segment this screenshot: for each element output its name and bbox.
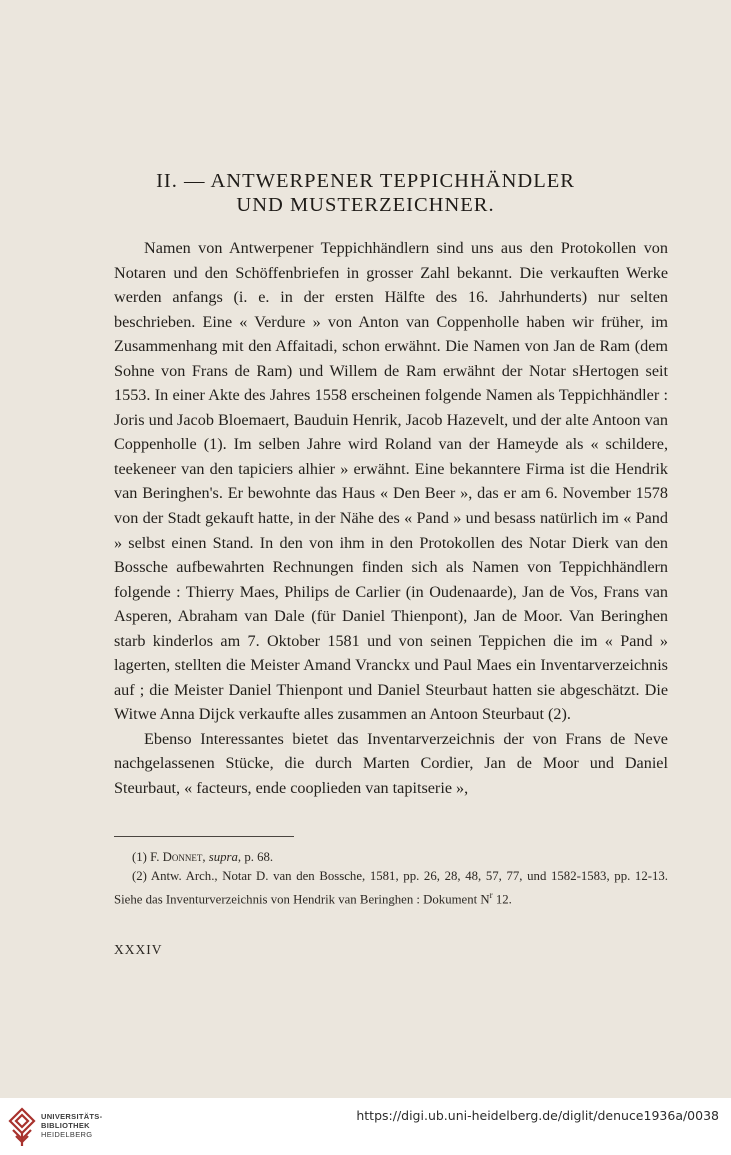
footnote-2: [114, 867, 668, 909]
body-text: [114, 236, 668, 801]
chapter-heading-line-2: UND MUSTERZEICHNER.: [236, 194, 495, 216]
footnote-2-end: 12.: [492, 892, 512, 907]
library-line-3: HEIDELBERG: [41, 1130, 93, 1139]
paragraph: Namen von Antwerpener Teppichhändlern sind uns aus den Protokollen von Notaren und den Schöffenbriefen in grosser Zahl bekannt. Die verkauften Werke werden anfangs (i. e. in der ersten Hälfte des 16. Jahrhunderts) nur selten beschrieben. Eine « Verdure » von Anton van Coppenholle haben wir früher, im Zusammenhang mit den Affaitadi, schon erwähnt. Die Namen von Jan de Ram (dem Sohne von Frans de Ram) und Willem de Ram erwähnt der Notar sHertogen seit 1553. In einer Akte des Jahres 1558 erscheinen folgende Namen als Teppichhändler : Joris und Jacob Bloemaert, Bauduin Henrik, Jacob Hazevelt, und der alte Antoon van Coppenholle (1). Im selben Jahre wird Roland van der Hameyde als « schildere, teekeneer van den tapiciers alhier » erwähnt. Eine bekanntere Firma ist die Hendrik van Beringhen's. Er bewohnte das Haus « Den Beer », das er am 6. November 1578 von der Stadt gekauft hatte, in der Nähe des « Pand » und besass natürlich im « Pand » selbst einen Stand. In den von ihm in den Protokollen des Notar Dierk van den Bossche aufbewahrten Rechnungen finden sich als Namen von Teppichhändlern folgende : Thierry Maes, Philips de Carlier (in Oudenaarde), Jan de Vos, Frans van Asperen, Abraham van Dale (für Daniel Thienpont), Jan de Moor. Van Beringhen starb kinderlos am 7. Oktober 1581 und von seinen Teppichen die im « Pand » lagerten, stellten die Meister Amand Vranckx und Paul Maes ein Inventarverzeichnis auf ; die Meister Daniel Thienpont und Daniel Steurbaut hatten sie abgeschätzt. Die Witwe Anna Dijck verkaufte alles zusammen an Antoon Steurbaut (2).: [114, 239, 668, 724]
footnote-1-suffix: , p. 68.: [237, 850, 274, 864]
page-number: XXXIV: [114, 942, 163, 957]
university-library-logo-icon: [7, 1106, 37, 1148]
chapter-heading-line-1: II. — ANTWERPENER TEPPICHHÄNDLER: [156, 170, 575, 192]
footnotes: [114, 848, 668, 909]
paragraph: Ebenso Interessantes bietet das Inventarverzeichnis der von Frans de Neve nachgelassenen Stücke, die durch Marten Cordier, Jan de Moor und Daniel Steurbaut, « facteurs, ende cooplieden van tapitserie »,: [114, 729, 668, 798]
footnote-1-smallcaps: onnet: [171, 850, 203, 864]
viewer-footer: [0, 1098, 731, 1155]
library-line-2: BIBLIOTHEK: [41, 1121, 90, 1130]
footnote-2-text: (2) Antw. Arch., Notar D. van den Bossche, 1581, pp. 26, 28, 48, 57, 77, und 1582-1583, pp. 12-13. Siehe das Inventurverzeichnis von Hendrik van Beringhen : Dokument N: [114, 869, 668, 907]
permalink-url[interactable]: https://digi.ub.uni-heidelberg.de/diglit/denuce1936a/0038: [356, 1108, 719, 1123]
footnote-divider: [114, 836, 294, 837]
library-line-1: UNIVERSITÄTS-: [41, 1112, 103, 1121]
footnote-1-separator: ,: [202, 850, 209, 864]
footnote-1: [114, 848, 668, 867]
footnote-1-italic: supra: [208, 850, 238, 864]
library-name: [41, 1112, 102, 1139]
footnote-2-superscript: r: [489, 890, 493, 900]
footnote-1-prefix: (1) F. D: [132, 850, 172, 864]
